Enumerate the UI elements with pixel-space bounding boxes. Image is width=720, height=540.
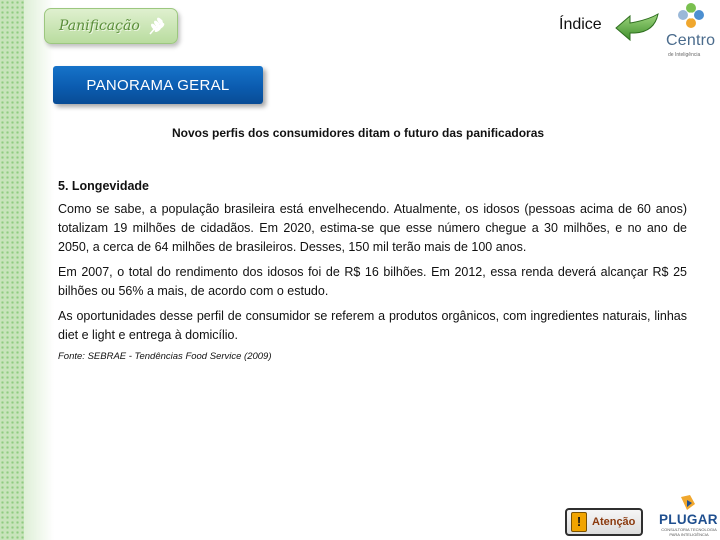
attention-label: Atenção	[592, 516, 636, 528]
article-paragraph: As oportunidades desse perfil de consumidor se referem a produtos orgânicos, com ingredientes naturais, linhas diet e light e entrega à domicílio.	[58, 309, 687, 342]
source-citation: Fonte: SEBRAE - Tendências Food Service (2009)	[58, 351, 272, 362]
warning-icon: !	[571, 512, 587, 532]
section-title: PANORAMA GERAL	[86, 76, 230, 94]
article-paragraph: Em 2007, o total do rendimento dos idosos foi de R$ 16 bilhões. Em 2012, essa renda deverá alcançar R$ 25 bilhões ou 56% a mais, de acordo com o estudo.	[58, 265, 687, 298]
decorative-side-strip	[0, 0, 24, 540]
article-body	[58, 178, 687, 369]
article-paragraph: Como se sabe, a população brasileira está envelhecendo. Atualmente, os idosos (pessoas acima de 60 anos) totalizam 19 milhões de cidadãos. Em 2020, estima-se que esse número chegue a 30 milhões, e no ano de 2050, a cerca de 64 milhões de brasileiros. Desses, 150 mil terão mais de 100 anos.	[58, 202, 687, 254]
article-title: Novos perfis dos consumidores ditam o futuro das panificadoras	[172, 126, 545, 140]
logo-name: Centro	[666, 32, 716, 49]
partner-subtitle: CONSULTORIA TECNOLOGIA PARA INTELIGÊNCIA	[661, 527, 717, 537]
brand-banner	[44, 8, 178, 44]
brand-label: Panificação	[59, 18, 140, 34]
index-link[interactable]: Índice	[559, 16, 602, 33]
back-arrow-icon[interactable]	[614, 12, 660, 42]
partner-name: PLUGAR	[659, 512, 718, 527]
logo-subtitle: de Inteligência	[668, 52, 701, 58]
section-header	[53, 66, 263, 104]
wheat-icon	[146, 15, 168, 37]
article-subheading: 5. Longevidade	[58, 179, 149, 193]
flower-logo-icon	[677, 2, 705, 30]
plugar-logo	[656, 494, 720, 540]
plug-logo-icon	[678, 494, 698, 512]
attention-button[interactable]	[565, 508, 643, 536]
centro-logo	[664, 2, 718, 62]
